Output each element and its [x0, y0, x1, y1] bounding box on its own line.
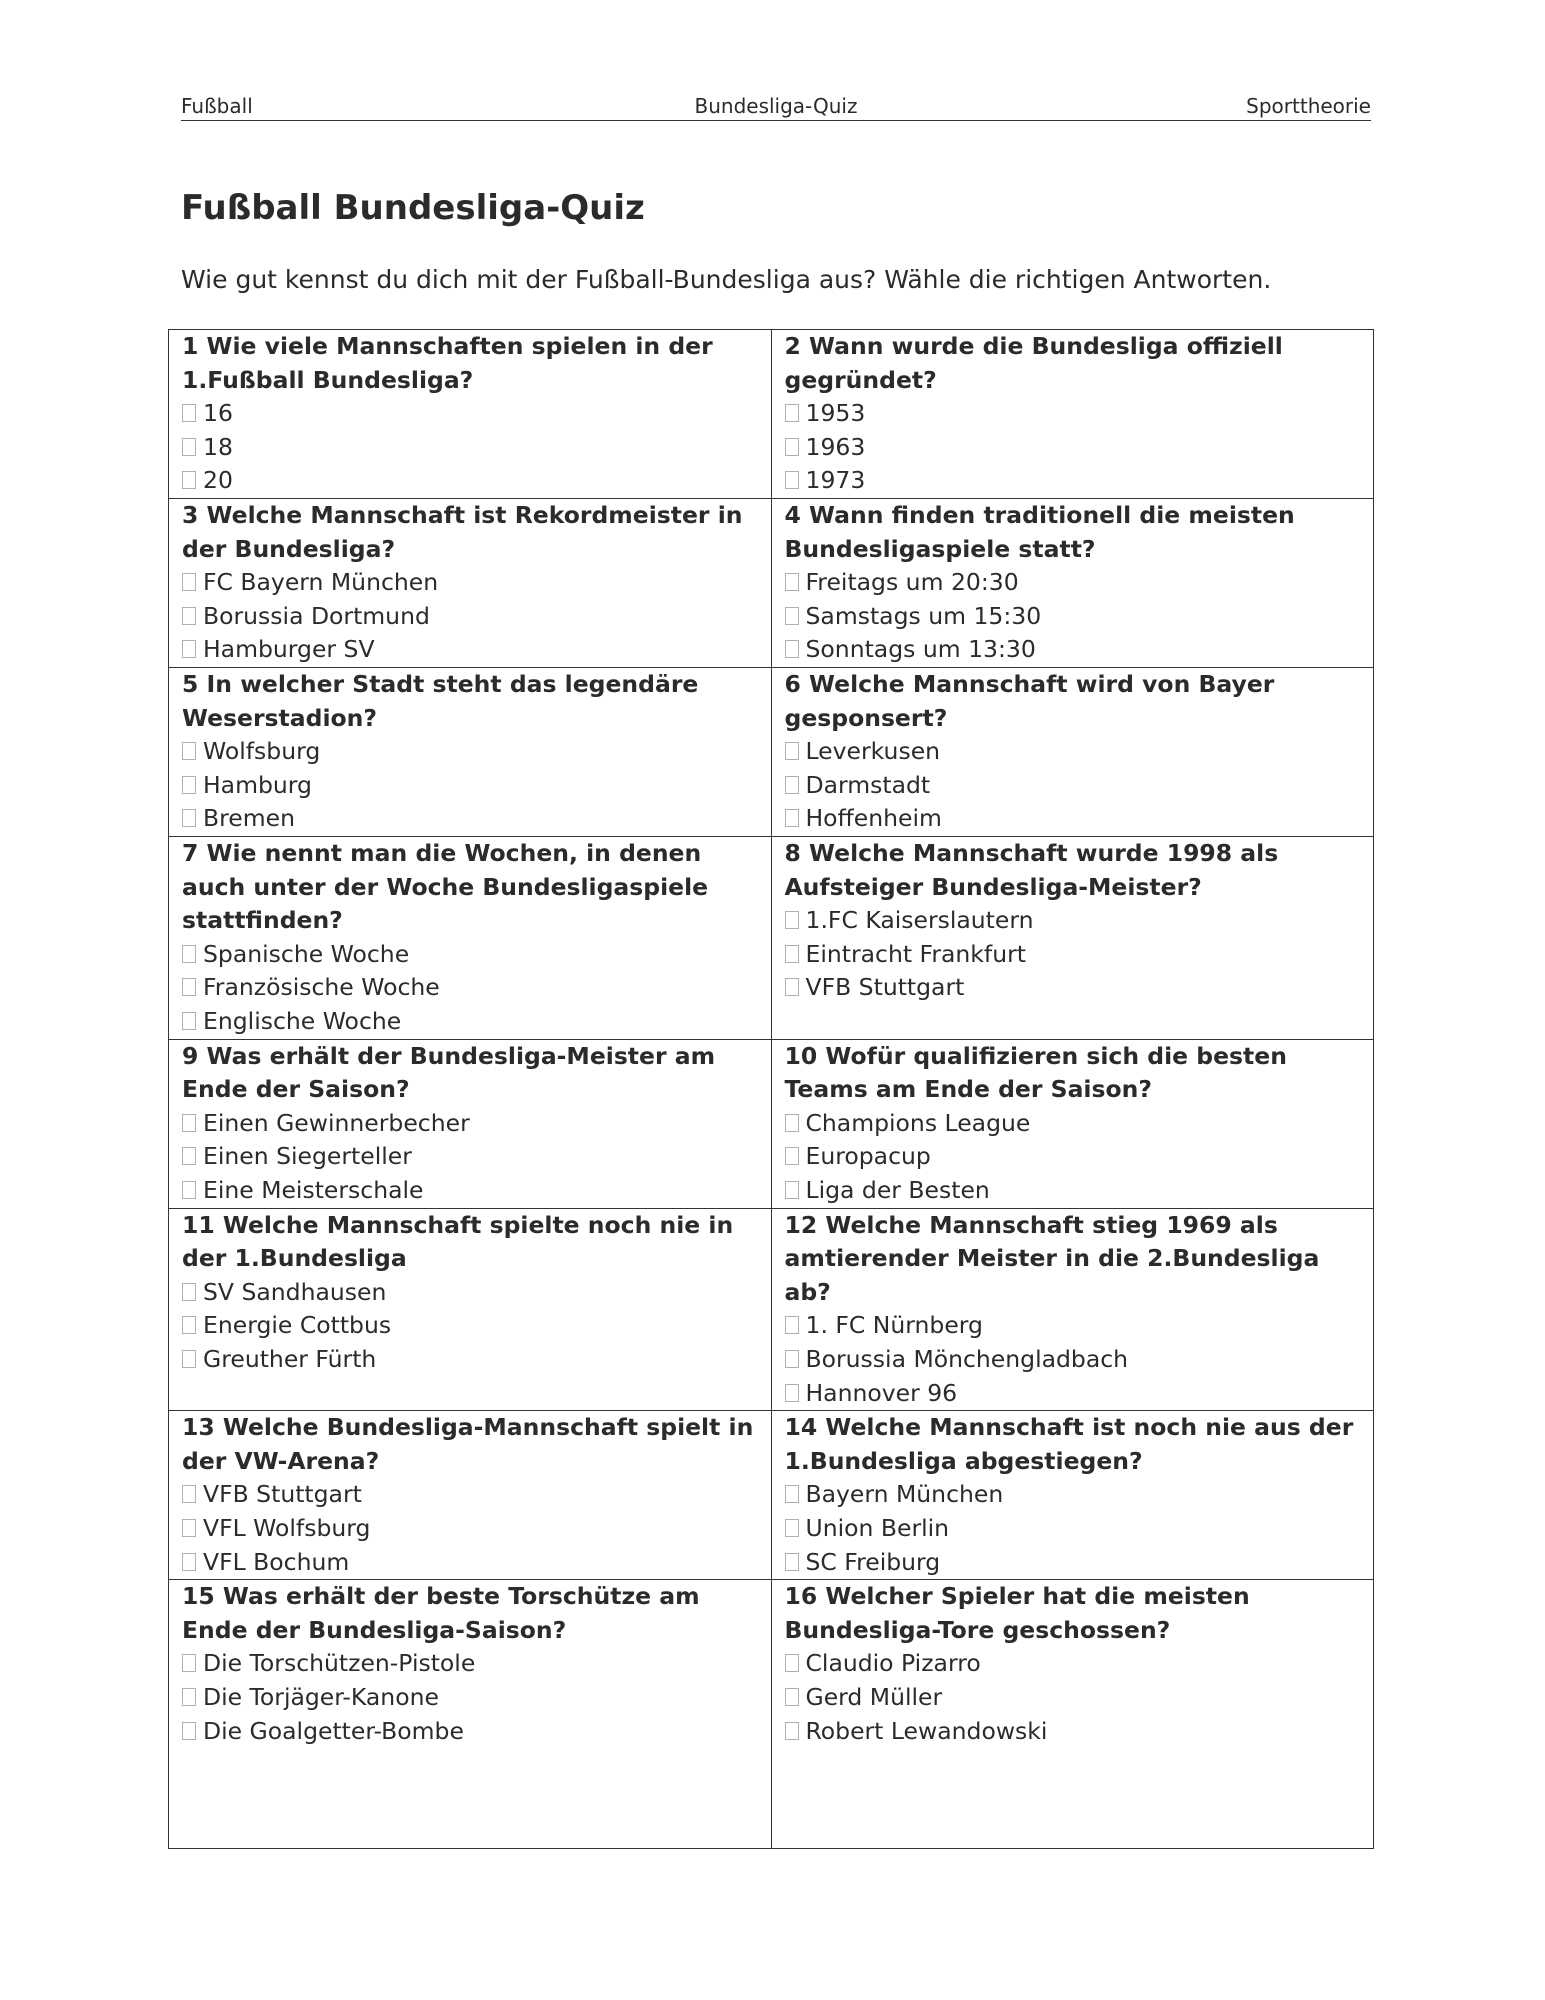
checkbox-icon[interactable]	[785, 1350, 799, 1368]
answer-label: Eintracht Frankfurt	[805, 939, 1026, 968]
answer-label: Die Torschützen-Pistole	[203, 1649, 476, 1678]
answer-option[interactable]	[785, 1681, 1364, 1715]
quiz-row	[169, 1208, 1374, 1411]
checkbox-icon[interactable]	[182, 1553, 196, 1571]
checkbox-icon[interactable]	[785, 471, 799, 489]
answer-label: Eine Meisterschale	[203, 1175, 424, 1204]
quiz-row	[169, 330, 1374, 499]
checkbox-icon[interactable]	[182, 1519, 196, 1537]
question-cell	[169, 499, 772, 668]
answer-option[interactable]	[785, 1715, 1364, 1749]
checkbox-icon[interactable]	[182, 978, 196, 996]
answer-label: Hamburg	[203, 770, 312, 799]
question-cell	[169, 1580, 772, 1849]
header-right: Sporttheorie	[1246, 94, 1371, 118]
question-number: 13	[182, 1413, 215, 1442]
question-number: 3	[182, 501, 199, 529]
answer-option[interactable]	[182, 1715, 761, 1749]
checkbox-icon[interactable]	[785, 1722, 799, 1740]
answer-option[interactable]	[785, 431, 1364, 465]
question-text	[182, 1411, 761, 1478]
answer-label: Claudio Pizarro	[805, 1649, 981, 1678]
question-number: 1	[182, 332, 199, 360]
answer-label: 18	[203, 432, 233, 461]
quiz-row	[169, 1039, 1374, 1208]
question-number: 12	[784, 1210, 818, 1239]
answer-option[interactable]	[785, 938, 1364, 972]
question-number: 5	[182, 670, 199, 698]
answer-option[interactable]	[182, 464, 761, 498]
question-label: Wie viele Mannschaften spielen in der 1.Fußball Bundesliga?	[182, 332, 713, 394]
quiz-row	[169, 499, 1374, 668]
checkbox-icon[interactable]	[182, 1485, 196, 1503]
checkbox-icon[interactable]	[785, 1384, 799, 1402]
answer-label: 1953	[805, 399, 866, 428]
question-number: 10	[784, 1041, 818, 1070]
question-number: 6	[784, 670, 801, 698]
checkbox-icon[interactable]	[785, 438, 799, 456]
answer-label: VFB Stuttgart	[203, 1480, 362, 1509]
answer-label: SC Freiburg	[805, 1547, 941, 1576]
answer-option[interactable]	[785, 1309, 1364, 1343]
question-number: 16	[784, 1582, 818, 1611]
answer-label: Französische Woche	[203, 973, 440, 1002]
answer-option[interactable]	[182, 566, 761, 600]
question-cell	[771, 1580, 1374, 1849]
question-cell	[771, 1208, 1374, 1411]
intro-text: Wie gut kennst du dich mit der Fußball-Bundesliga aus? Wähle die richtigen Antworten.	[181, 265, 1272, 294]
answer-label: Bremen	[203, 804, 295, 833]
quiz-table	[168, 329, 1374, 1849]
question-text	[182, 1209, 761, 1276]
answer-label: Union Berlin	[805, 1513, 950, 1542]
question-number: 2	[784, 332, 801, 360]
answer-label: 1. FC Nürnberg	[805, 1311, 983, 1340]
question-text	[785, 837, 1364, 904]
answer-option[interactable]	[785, 1377, 1364, 1411]
answer-label: Leverkusen	[805, 737, 941, 766]
question-number: 8	[784, 839, 801, 867]
answer-option[interactable]	[785, 802, 1364, 836]
checkbox-icon[interactable]	[182, 1114, 196, 1132]
answer-option[interactable]	[785, 397, 1364, 431]
answer-label: Die Goalgetter-Bombe	[203, 1716, 464, 1745]
answer-label: Englische Woche	[203, 1006, 402, 1035]
answer-option[interactable]	[182, 1546, 761, 1580]
header-center: Bundesliga-Quiz	[694, 94, 858, 118]
answer-option[interactable]	[785, 735, 1364, 769]
page-header	[181, 92, 1371, 121]
answer-label: Bayern München	[805, 1480, 1004, 1509]
answer-option[interactable]	[785, 971, 1364, 1005]
answer-label: Europacup	[805, 1142, 931, 1171]
answer-label: Liga der Besten	[805, 1175, 990, 1204]
question-text	[785, 1411, 1364, 1478]
question-label: Wann wurde die Bundesliga offiziell gegründet?	[784, 332, 1283, 394]
checkbox-icon[interactable]	[182, 640, 196, 658]
answer-option[interactable]	[785, 1107, 1364, 1141]
checkbox-icon[interactable]	[182, 1722, 196, 1740]
quiz-row	[169, 1580, 1374, 1849]
question-cell	[169, 668, 772, 837]
question-text	[182, 1580, 761, 1647]
answer-option[interactable]	[182, 1681, 761, 1715]
question-label: Welche Mannschaft stieg 1969 als amtierender Meister in die 2.Bundesliga ab?	[784, 1210, 1320, 1306]
question-number: 14	[784, 1413, 818, 1442]
checkbox-icon[interactable]	[182, 1350, 196, 1368]
question-cell	[771, 668, 1374, 837]
answer-option[interactable]	[785, 1140, 1364, 1174]
answer-option[interactable]	[785, 1174, 1364, 1208]
checkbox-icon[interactable]	[182, 1012, 196, 1030]
answer-option[interactable]	[182, 1005, 761, 1039]
checkbox-icon[interactable]	[785, 404, 799, 422]
checkbox-icon[interactable]	[785, 1553, 799, 1571]
question-number: 7	[182, 839, 199, 867]
checkbox-icon[interactable]	[182, 471, 196, 489]
answer-option[interactable]	[182, 1309, 761, 1343]
answer-label: 1.FC Kaiserslautern	[805, 906, 1034, 935]
checkbox-icon[interactable]	[182, 1688, 196, 1706]
answer-option[interactable]	[785, 1512, 1364, 1546]
question-label: Wie nennt man die Wochen, in denen auch unter der Woche Bundesligaspiele stattfinden?	[182, 839, 709, 935]
checkbox-icon[interactable]	[785, 1654, 799, 1672]
answer-option[interactable]	[182, 1478, 761, 1512]
checkbox-icon[interactable]	[785, 1316, 799, 1334]
answer-option[interactable]	[182, 431, 761, 465]
checkbox-icon[interactable]	[182, 607, 196, 625]
answer-label: Darmstadt	[805, 770, 931, 799]
answer-label: Die Torjäger-Kanone	[203, 1682, 439, 1711]
answer-option[interactable]	[785, 464, 1364, 498]
question-cell	[169, 837, 772, 1040]
answer-option[interactable]	[182, 600, 761, 634]
quiz-row	[169, 837, 1374, 1040]
answer-label: Energie Cottbus	[203, 1311, 392, 1340]
checkbox-icon[interactable]	[182, 1147, 196, 1165]
answer-label: Hannover 96	[805, 1378, 958, 1407]
answer-option[interactable]	[785, 1343, 1364, 1377]
answer-label: Spanische Woche	[203, 939, 410, 968]
question-number: 11	[182, 1210, 215, 1239]
answer-option[interactable]	[785, 1478, 1364, 1512]
checkbox-icon[interactable]	[182, 809, 196, 827]
question-cell	[169, 1039, 772, 1208]
answer-option[interactable]	[785, 904, 1364, 938]
checkbox-icon[interactable]	[785, 640, 799, 658]
question-text	[182, 1040, 761, 1107]
question-text	[182, 330, 761, 397]
quiz-row	[169, 668, 1374, 837]
answer-label: Freitags um 20:30	[805, 568, 1019, 597]
quiz-row	[169, 1411, 1374, 1580]
answer-label: Hoffenheim	[805, 804, 942, 833]
question-label: Was erhält der Bundesliga-Meister am Ende der Saison?	[182, 1041, 716, 1104]
question-label: Welche Mannschaft ist Rekordmeister in der Bundesliga?	[182, 501, 743, 563]
question-label: Welche Mannschaft wird von Bayer gesponsert?	[784, 670, 1275, 732]
answer-option[interactable]	[182, 769, 761, 803]
answer-label: VFL Bochum	[203, 1547, 350, 1576]
answer-option[interactable]	[182, 1174, 761, 1208]
checkbox-icon[interactable]	[182, 742, 196, 760]
question-cell	[771, 1039, 1374, 1208]
answer-label: Gerd Müller	[805, 1682, 943, 1711]
answer-option[interactable]	[182, 633, 761, 667]
answer-option[interactable]	[182, 938, 761, 972]
question-text	[785, 330, 1364, 397]
answer-option[interactable]	[182, 735, 761, 769]
checkbox-icon[interactable]	[785, 573, 799, 591]
checkbox-icon[interactable]	[785, 1688, 799, 1706]
question-label: Wofür qualifizieren sich die besten Teams am Ende der Saison?	[784, 1041, 1287, 1104]
checkbox-icon[interactable]	[182, 1283, 196, 1301]
answer-option[interactable]	[785, 769, 1364, 803]
answer-option[interactable]	[182, 1647, 761, 1681]
checkbox-icon[interactable]	[785, 742, 799, 760]
checkbox-icon[interactable]	[182, 404, 196, 422]
checkbox-icon[interactable]	[182, 945, 196, 963]
answer-option[interactable]	[182, 1276, 761, 1310]
answer-label: Borussia Dortmund	[203, 601, 430, 630]
answer-option[interactable]	[182, 1140, 761, 1174]
question-text	[785, 1040, 1364, 1107]
answer-label: 20	[203, 466, 233, 495]
answer-label: Einen Gewinnerbecher	[203, 1108, 470, 1137]
question-number: 4	[784, 501, 801, 529]
answer-label: VFB Stuttgart	[805, 973, 965, 1002]
question-cell	[169, 1411, 772, 1580]
checkbox-icon[interactable]	[785, 1181, 799, 1199]
question-label: Welche Bundesliga-Mannschaft spielt in der VW-Arena?	[182, 1413, 754, 1475]
question-text	[785, 1209, 1364, 1310]
answer-option[interactable]	[182, 1343, 761, 1377]
answer-label: Samstags um 15:30	[805, 601, 1042, 630]
checkbox-icon[interactable]	[182, 573, 196, 591]
checkbox-icon[interactable]	[785, 1114, 799, 1132]
question-number: 9	[182, 1041, 199, 1070]
answer-option[interactable]	[182, 397, 761, 431]
question-label: Welcher Spieler hat die meisten Bundesliga-Tore geschossen?	[784, 1582, 1250, 1644]
answer-label: Wolfsburg	[203, 737, 321, 766]
answer-label: 1963	[805, 432, 866, 461]
checkbox-icon[interactable]	[785, 776, 799, 794]
answer-option[interactable]	[182, 1512, 761, 1546]
answer-label: Sonntags um 13:30	[805, 635, 1036, 664]
answer-option[interactable]	[182, 971, 761, 1005]
answer-option[interactable]	[182, 802, 761, 836]
question-cell	[169, 1208, 772, 1411]
question-cell	[771, 837, 1374, 1040]
answer-label: Greuther Fürth	[203, 1344, 377, 1373]
header-left: Fußball	[181, 94, 253, 118]
checkbox-icon[interactable]	[182, 1181, 196, 1199]
answer-label: Borussia Mönchengladbach	[805, 1344, 1129, 1373]
question-text	[182, 837, 761, 938]
answer-label: SV Sandhausen	[203, 1277, 387, 1306]
answer-option[interactable]	[182, 1107, 761, 1141]
question-label: Welche Mannschaft wurde 1998 als Aufsteiger Bundesliga-Meister?	[784, 839, 1279, 901]
checkbox-icon[interactable]	[785, 978, 799, 996]
checkbox-icon[interactable]	[785, 1519, 799, 1537]
question-cell	[771, 1411, 1374, 1580]
question-number: 15	[182, 1582, 215, 1611]
question-text	[785, 1580, 1364, 1647]
question-text	[182, 499, 761, 566]
question-cell	[771, 330, 1374, 499]
answer-option[interactable]	[785, 633, 1364, 667]
question-label: Wann finden traditionell die meisten Bundesligaspiele statt?	[784, 501, 1295, 563]
checkbox-icon[interactable]	[785, 911, 799, 929]
question-label: Was erhält der beste Torschütze am Ende der Bundesliga-Saison?	[182, 1582, 700, 1644]
question-label: Welche Mannschaft ist noch nie aus der 1.Bundesliga abgestiegen?	[784, 1413, 1354, 1475]
answer-label: Champions League	[805, 1108, 1031, 1137]
answer-label: 16	[203, 399, 233, 428]
question-label: In welcher Stadt steht das legendäre Weserstadion?	[182, 670, 699, 732]
checkbox-icon[interactable]	[182, 776, 196, 794]
page-title: Fußball Bundesliga-Quiz	[181, 188, 645, 228]
checkbox-icon[interactable]	[785, 945, 799, 963]
question-cell	[771, 499, 1374, 668]
question-cell	[169, 330, 772, 499]
question-text	[785, 668, 1364, 735]
answer-option[interactable]	[785, 1647, 1364, 1681]
checkbox-icon[interactable]	[182, 1316, 196, 1334]
question-text	[182, 668, 761, 735]
answer-label: FC Bayern München	[203, 568, 439, 597]
question-text	[785, 499, 1364, 566]
checkbox-icon[interactable]	[182, 1654, 196, 1672]
checkbox-icon[interactable]	[785, 809, 799, 827]
checkbox-icon[interactable]	[785, 607, 799, 625]
question-label: Welche Mannschaft spielte noch nie in der 1.Bundesliga	[182, 1210, 734, 1273]
answer-label: Robert Lewandowski	[805, 1716, 1048, 1745]
answer-label: Hamburger SV	[203, 635, 375, 664]
answer-option[interactable]	[785, 566, 1364, 600]
answer-label: VFL Wolfsburg	[203, 1513, 371, 1542]
answer-label: 1973	[805, 466, 866, 495]
answer-option[interactable]	[785, 1546, 1364, 1580]
answer-option[interactable]	[785, 600, 1364, 634]
checkbox-icon[interactable]	[182, 438, 196, 456]
checkbox-icon[interactable]	[785, 1485, 799, 1503]
answer-label: Einen Siegerteller	[203, 1142, 412, 1171]
checkbox-icon[interactable]	[785, 1147, 799, 1165]
